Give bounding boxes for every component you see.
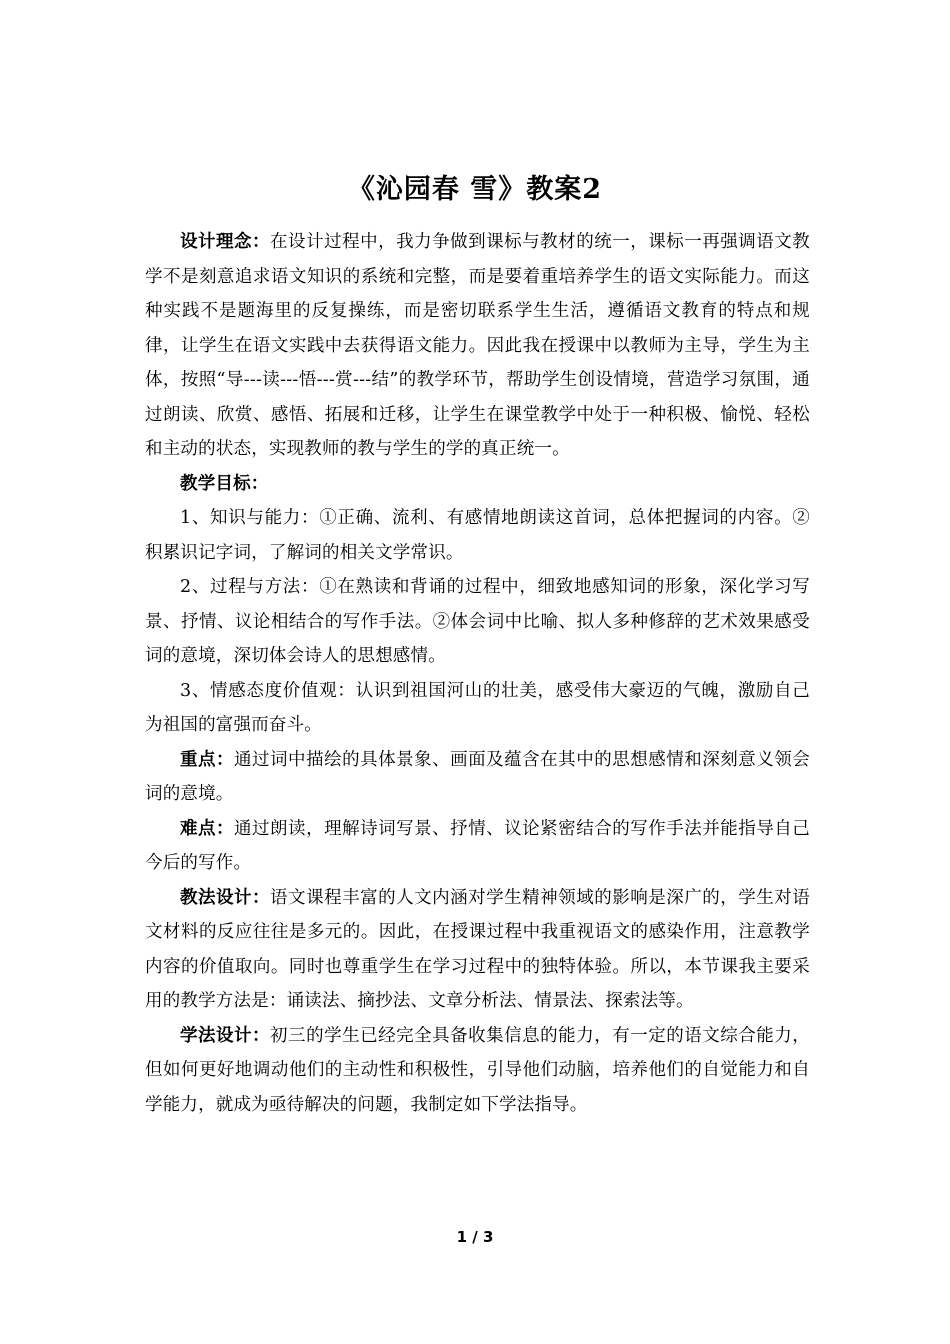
difficulty-label: 难点： [180,818,235,839]
learning-method-paragraph [145,1019,810,1123]
difficulty-text: 通过朗读，理解诗词写景、抒情、议论紧密结合的写作手法并能指导自己今后的写作。 [145,818,810,873]
teaching-method-paragraph [145,881,810,1019]
difficulty-paragraph [145,812,810,881]
teaching-method-label: 教法设计： [180,887,271,908]
teaching-goals-heading [145,467,810,502]
learning-method-text: 初三的学生已经完全具备收集信息的能力，有一定的语文综合能力，但如何更好地调动他们的主动性和积极性，引导他们动脑，培养他们的自觉能力和自学能力，就成为亟待解决的问题，我制定如下学法指导。 [145,1025,811,1115]
document-body [145,225,810,1122]
design-concept-paragraph [145,225,810,467]
teaching-goal-item: 2、过程与方法：①在熟读和背诵的过程中，细致地感知词的形象，深化学习写景、抒情、议论相结合的写作手法。②体会词中比喻、拟人多种修辞的艺术效果感受词的意境，深切体会诗人的思想感情。 [145,577,810,666]
key-point-label: 重点： [180,749,235,770]
page-title: 《沁园春 雪》教案2 [347,174,603,205]
teaching-method-text: 语文课程丰富的人文内涵对学生精神领域的影响是深广的，学生对语文材料的反应往往是多元的。因此，在授课过程中我重视语文的感染作用，注意教学内容的价值取向。同时也尊重学生在学习过程中的独特体验。所以，本节课我主要采用的教学方法是：诵读法、摘抄法、文章分析法、情景法、探索法等。 [145,887,811,1011]
design-concept-label: 设计理念： [180,232,271,252]
key-point-paragraph [145,743,810,812]
teaching-goal-item: 3、情感态度价值观：认识到祖国河山的壮美，感受伟大豪迈的气魄，激励自己为祖国的富强而奋斗。 [145,680,810,735]
learning-method-label: 学法设计： [180,1025,271,1046]
teaching-goals-label: 教学目标： [180,473,269,494]
key-point-text: 通过词中描绘的具体景象、画面及蕴含在其中的思想感情和深刻意义领会词的意境。 [145,749,810,804]
teaching-goal-item: 1、知识与能力：①正确、流利、有感情地朗读这首词，总体把握词的内容。②积累识记字词，了解词的相关文学常识。 [145,508,810,563]
design-concept-text: 在设计过程中，我力争做到课标与教材的统一，课标一再强调语文教学不是刻意追求语文知识的系统和完整，而是要着重培养学生的语文实际能力。而这种实践不是题海里的反复操练，而是密切联系学生生活，遵循语文教育的特点和规律，让学生在语文实践中去获得语文能力。因此我在授课中以教师为主导，学生为主体，按照“导---读---悟---赏---结”的教学环节，帮助学生创设情境，营造学习氛围，通过朗读、欣赏、感悟、拓展和迁移，让学生在课堂教学中处于一种积极、愉悦、轻松和主动的状态，实现教师的教与学生的学的真正统一。 [145,232,811,459]
page-number: 1 / 3 [456,1228,494,1246]
